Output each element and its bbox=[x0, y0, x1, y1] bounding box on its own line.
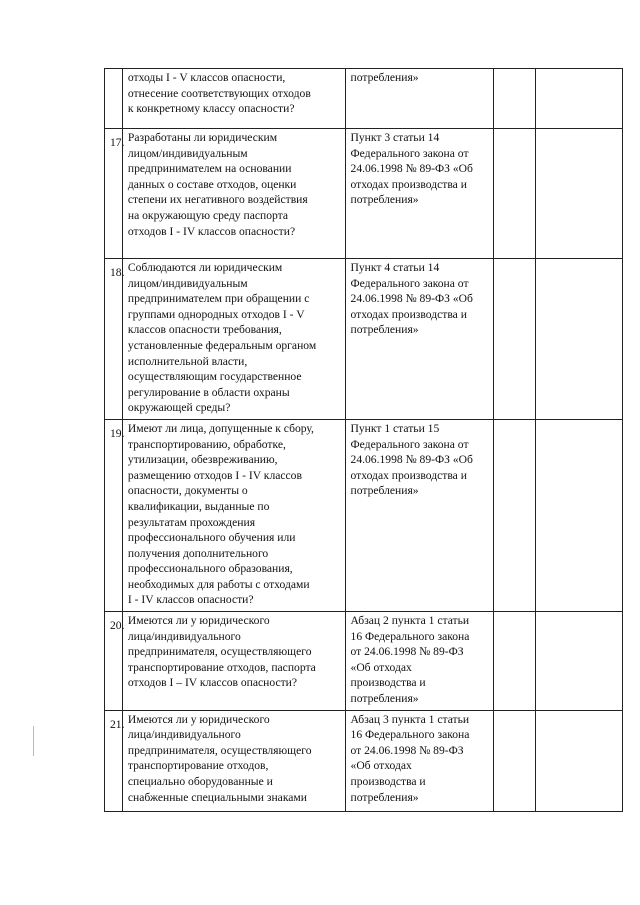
question-line: к конкретному классу опасности? bbox=[127, 102, 295, 116]
reference-line: Федерального закона от bbox=[350, 437, 469, 451]
reference-line: «Об отходах bbox=[350, 759, 412, 773]
reference-line: отходах производства и bbox=[350, 177, 467, 191]
reference-line: Абзац 2 пункта 1 статьи bbox=[350, 614, 470, 628]
question-line: размещению отходов I - IV классов bbox=[127, 468, 302, 482]
question-line: установленные федеральным органом bbox=[127, 338, 317, 352]
question-line: лицом/индивидуальным bbox=[127, 276, 248, 290]
row-number-text: 18. bbox=[110, 266, 125, 279]
question-line: отнесение соответствующих отходов bbox=[127, 86, 311, 100]
requirement-question bbox=[122, 259, 345, 420]
table-row bbox=[105, 419, 623, 611]
question-line: классов опасности требования, bbox=[127, 323, 282, 337]
row-number bbox=[105, 710, 123, 811]
question-line: квалификации, выданные по bbox=[127, 499, 270, 513]
legal-reference bbox=[345, 612, 494, 711]
question-line: предпринимателя, осуществляющего bbox=[127, 645, 312, 659]
reference-line: потребления» bbox=[350, 193, 419, 207]
reference-line: потребления» bbox=[350, 692, 419, 706]
note-cell[interactable] bbox=[535, 419, 622, 611]
question-line: специально оборудованные и bbox=[127, 775, 273, 788]
reference-line: потребления» bbox=[350, 71, 419, 84]
question-line: Имеют ли лица, допущенные к сбору, bbox=[127, 421, 314, 435]
reference-line: от 24.06.1998 № 89-ФЗ bbox=[350, 645, 464, 659]
reference-line: от 24.06.1998 № 89-ФЗ bbox=[350, 743, 464, 757]
question-line: отходы I - V классов опасности, bbox=[127, 71, 286, 84]
reference-line: 24.06.1998 № 89-ФЗ «Об bbox=[350, 453, 473, 467]
row-number-text: 21. bbox=[110, 717, 125, 731]
question-line: профессионального обучения или bbox=[127, 531, 296, 545]
question-line: необходимых для работы с отходами bbox=[127, 577, 310, 591]
note-cell[interactable] bbox=[535, 129, 622, 259]
checklist-table bbox=[104, 68, 623, 812]
note-cell[interactable] bbox=[535, 612, 622, 711]
question-line: Разработаны ли юридическим bbox=[127, 131, 278, 144]
scan-margin-mark bbox=[33, 726, 34, 756]
requirement-question bbox=[122, 129, 345, 259]
question-line: данных о составе отходов, оценки bbox=[127, 177, 297, 191]
reference-line: потребления» bbox=[350, 790, 419, 804]
table-body bbox=[105, 69, 623, 812]
question-line: транспортирование отходов, bbox=[127, 759, 269, 773]
requirement-question bbox=[122, 419, 345, 611]
reference-line: Абзац 3 пункта 1 статьи bbox=[350, 712, 470, 726]
question-line: снабженные специальными знаками bbox=[127, 790, 307, 804]
row-number bbox=[105, 612, 123, 711]
question-line: регулирование в области охраны bbox=[127, 385, 290, 399]
question-line: транспортирование отходов, паспорта bbox=[127, 660, 316, 674]
reference-line: отходах производства и bbox=[350, 307, 467, 321]
question-line: опасности, документы о bbox=[127, 484, 248, 498]
reference-line: Пункт 1 статьи 15 bbox=[350, 421, 440, 435]
answer-cell[interactable] bbox=[494, 612, 535, 711]
table-row bbox=[105, 710, 623, 811]
question-line: профессионального образования, bbox=[127, 562, 293, 576]
question-line: утилизации, обезвреживанию, bbox=[127, 453, 278, 467]
reference-line: Федерального закона от bbox=[350, 146, 469, 160]
question-line: предпринимателем на основании bbox=[127, 162, 292, 176]
reference-line: Пункт 4 статьи 14 bbox=[350, 261, 440, 274]
question-line: осуществляющим государственное bbox=[127, 370, 302, 384]
question-line: группами однородных отходов I - V bbox=[127, 307, 305, 321]
question-line: исполнительной власти, bbox=[127, 354, 248, 368]
question-line: предпринимателя, осуществляющего bbox=[127, 743, 312, 757]
table-row bbox=[105, 129, 623, 259]
question-line: получения дополнительного bbox=[127, 546, 269, 560]
row-number bbox=[105, 259, 123, 420]
row-number bbox=[105, 129, 123, 259]
reference-line: потребления» bbox=[350, 484, 419, 498]
reference-line: 16 Федерального закона bbox=[350, 629, 470, 643]
reference-line: производства и bbox=[350, 775, 426, 788]
reference-line: отходах производства и bbox=[350, 468, 467, 482]
question-line: результатам прохождения bbox=[127, 515, 256, 529]
question-line: степени их негативного воздействия bbox=[127, 193, 308, 207]
requirement-question bbox=[122, 69, 345, 129]
question-line: Соблюдаются ли юридическим bbox=[127, 261, 283, 274]
question-line: отходов I – IV классов опасности? bbox=[127, 676, 298, 690]
question-line: лица/индивидуального bbox=[127, 629, 241, 643]
answer-cell[interactable] bbox=[494, 259, 535, 420]
row-number bbox=[105, 419, 123, 611]
reference-line: Пункт 3 статьи 14 bbox=[350, 131, 440, 144]
legal-reference bbox=[345, 129, 494, 259]
legal-reference bbox=[345, 419, 494, 611]
question-line: на окружающую среду паспорта bbox=[127, 208, 288, 222]
table-row bbox=[105, 259, 623, 420]
question-line: отходов I - IV классов опасности? bbox=[127, 224, 296, 238]
legal-reference bbox=[345, 69, 494, 129]
answer-cell[interactable] bbox=[494, 419, 535, 611]
reference-line: потребления» bbox=[350, 323, 419, 337]
question-line: Имеются ли у юридического bbox=[127, 614, 270, 628]
question-line: транспортированию, обработке, bbox=[127, 437, 286, 451]
reference-line: «Об отходах bbox=[350, 660, 412, 674]
question-line: лицом/индивидуальным bbox=[127, 146, 248, 160]
reference-line: 16 Федерального закона bbox=[350, 728, 470, 742]
row-number-text: 20. bbox=[110, 619, 125, 633]
question-line: Имеются ли у юридического bbox=[127, 712, 270, 726]
reference-line: Федерального закона от bbox=[350, 276, 469, 290]
question-line: окружающей среды? bbox=[127, 401, 231, 415]
requirement-question bbox=[122, 710, 345, 811]
reference-line: 24.06.1998 № 89-ФЗ «Об bbox=[350, 292, 473, 306]
reference-line: 24.06.1998 № 89-ФЗ «Об bbox=[350, 162, 473, 176]
row-number-text: 17. bbox=[110, 136, 125, 149]
question-line: предпринимателем при обращении с bbox=[127, 292, 310, 306]
answer-cell[interactable] bbox=[494, 710, 535, 811]
question-line: I - IV классов опасности? bbox=[127, 593, 254, 607]
table-row bbox=[105, 612, 623, 711]
legal-reference bbox=[345, 710, 494, 811]
answer-cell[interactable] bbox=[494, 129, 535, 259]
table-row bbox=[105, 69, 623, 129]
row-number-text: 19. bbox=[110, 426, 125, 440]
note-cell[interactable] bbox=[535, 710, 622, 811]
legal-reference bbox=[345, 259, 494, 420]
note-cell[interactable] bbox=[535, 259, 622, 420]
note-cell[interactable] bbox=[535, 69, 622, 129]
reference-line: производства и bbox=[350, 676, 426, 690]
row-number bbox=[105, 69, 123, 129]
answer-cell[interactable] bbox=[494, 69, 535, 129]
question-line: лица/индивидуального bbox=[127, 728, 241, 742]
requirement-question bbox=[122, 612, 345, 711]
